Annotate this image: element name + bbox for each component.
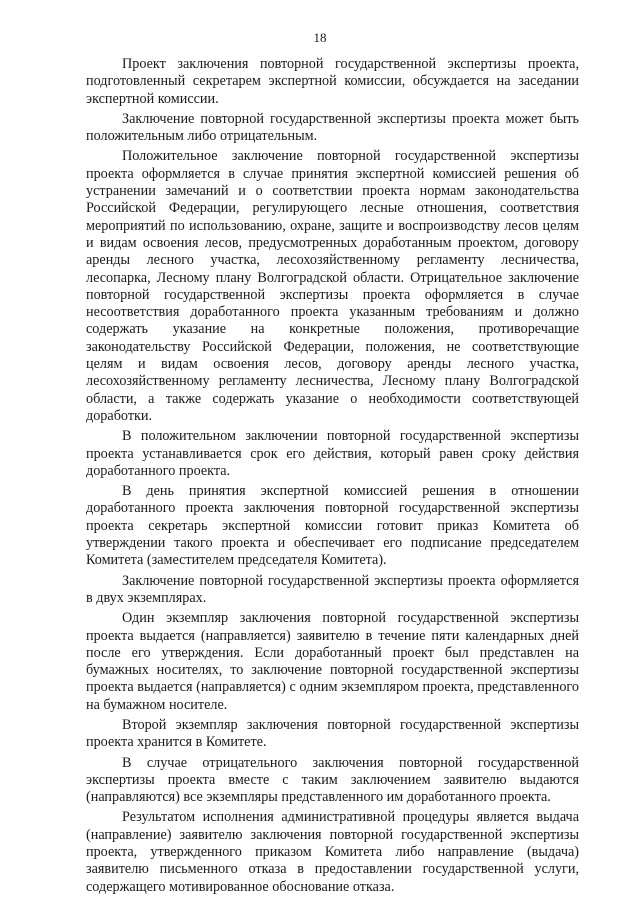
paragraph-positive-negative-conditions: Положительное заключение повторной государственной экспертизы проекта оформляется в случае принятия экспертной комиссией решения об устранении замечаний и о соответствии проекта нормам законодательства Российской Федерации, регулирующего лесные отношения, соответствия мероприятий по использованию, охране, защите и воспроизводству лесов целям и видам освоения лесов, предусмотренных доработанным проектом, договору аренды лесного участка, лесохозяйственному регламенту лесничества, лесопарка, Лесному плану Волгоградской области. Отрицательное заключение повторной государственной экспертизы проекта оформляется в случае несоответствия доработанного проекта указанным требованиям и должно содержать указание на конкретные положения, противоречащие законодательству Российской Федерации, положения, не соответствующие целям и видам освоения лесов, договору аренды лесного участка, лесохозяйственному регламенту лесничества, Лесному плану Волгоградской области, а также содержать указание о необходимости соответствующей доработки. [86, 148, 579, 424]
paragraph-two-copies: Заключение повторной государственной экспертизы проекта оформляется в двух экземплярах. [86, 572, 579, 606]
paragraph-approval-order: В день принятия экспертной комиссией решения в отношении доработанного проекта заключения повторной государственной экспертизы проекта секретарь экспертной комиссии готовит приказ Комитета об утверждении такого проекта и обеспечивает его подписание председателем Комитета (заместителем председателя Комитета). [86, 483, 579, 569]
paragraph-procedure-result: Результатом исполнения административной процедуры является выдача (направление) заявителю заключения повторной государственной экспертизы проекта, утвержденного приказом Комитета либо направление (выдача) заявителю письменного отказа в предоставлении государственной услуги, содержащего мотивированное обоснование отказа. [86, 809, 579, 895]
paragraph-negative-return: В случае отрицательного заключения повторной государственной экспертизы проекта вместе с таким заключением заявителю выдаются (направляются) все экземпляры представленного им доработанного проекта. [86, 754, 579, 806]
paragraph-first-copy-issue: Один экземпляр заключения повторной государственной экспертизы проекта выдается (направляется) заявителю в течение пяти календарных дней после его утверждения. Если доработанный проект был представлен на бумажных носителях, то заключение повторной государственной экспертизы проекта выдается (направляется) с одним экземпляром проекта, представленного на бумажном носителе. [86, 610, 579, 713]
document-body [86, 56, 579, 899]
paragraph-draft-discussion: Проект заключения повторной государственной экспертизы проекта, подготовленный секретарем экспертной комиссии, обсуждается на заседании экспертной комиссии. [86, 56, 579, 107]
paragraph-validity-period: В положительном заключении повторной государственной экспертизы проекта устанавливается срок его действия, который равен сроку действия доработанного проекта. [86, 428, 579, 479]
paragraph-second-copy-storage: Второй экземпляр заключения повторной государственной экспертизы проекта хранится в Комитете. [86, 716, 579, 751]
paragraph-conclusion-types: Заключение повторной государственной экспертизы проекта может быть положительным либо отрицательным. [86, 110, 579, 145]
page-number: 18 [313, 30, 327, 45]
